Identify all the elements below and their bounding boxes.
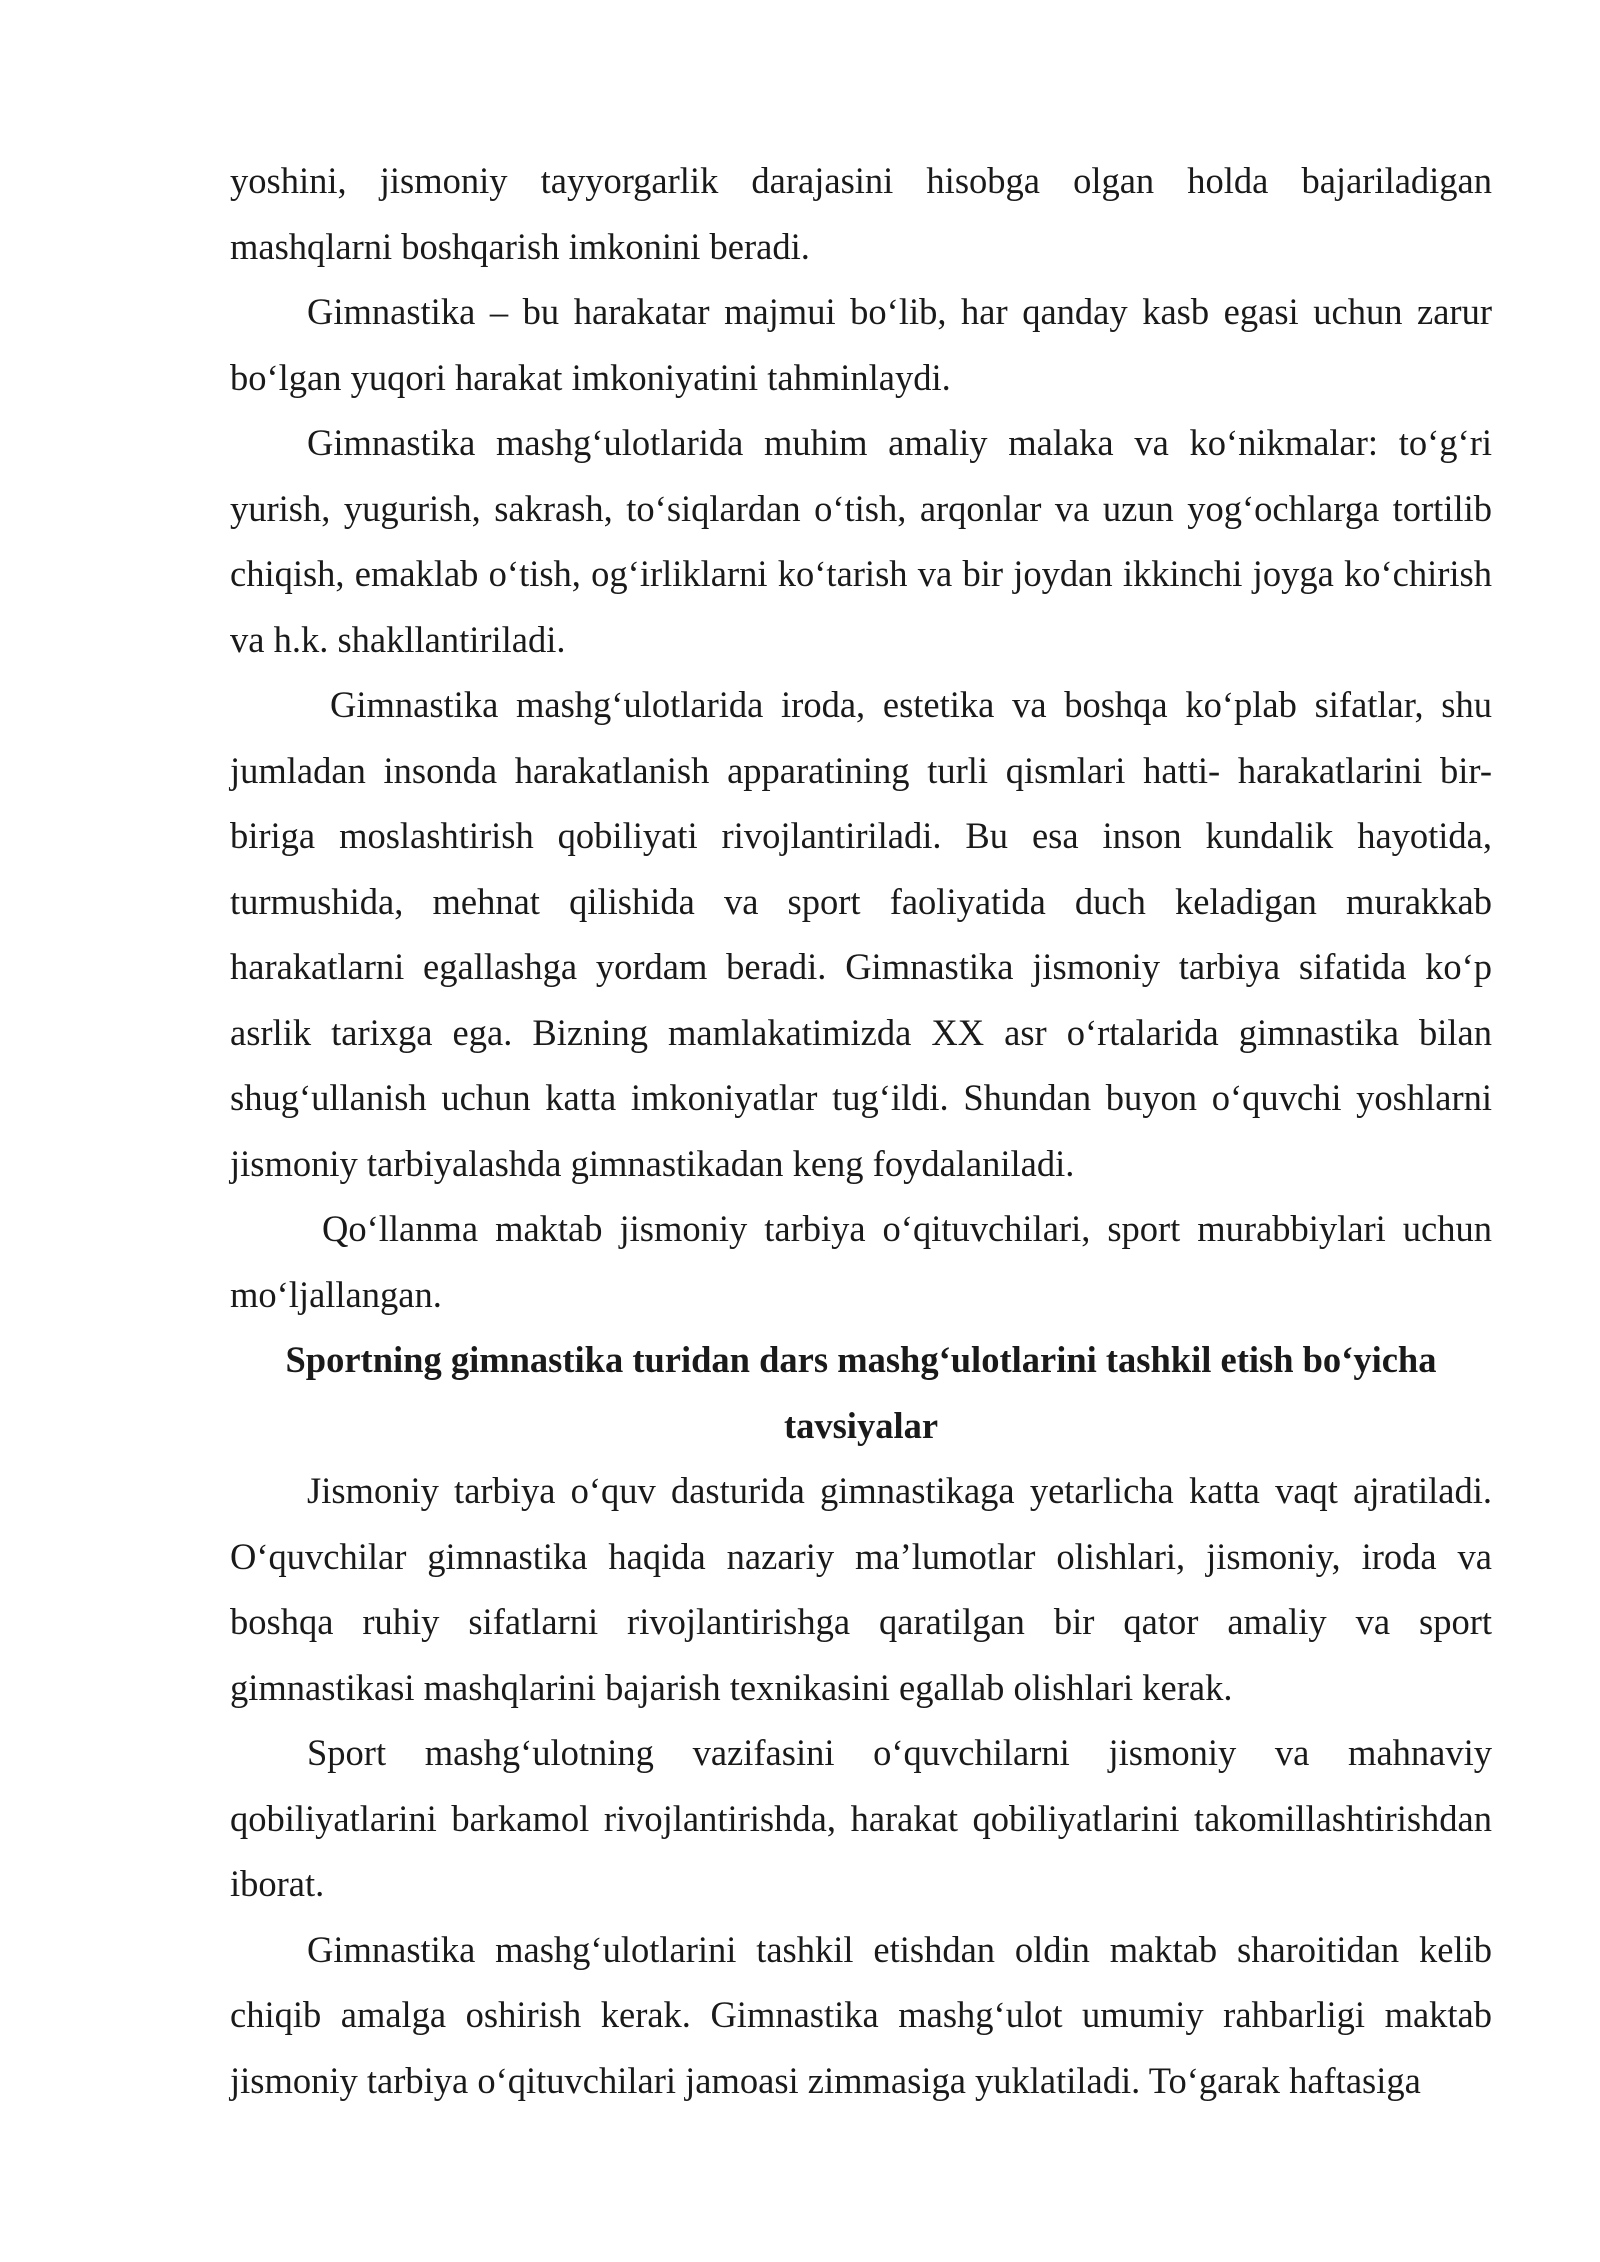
paragraph-gymnastics-definition: Gimnastika – bu harakatar majmui bo‘lib, har qanday kasb egasi uchun zarur bo‘lgan yuqori harakat imkoniyatini tahminlaydi. bbox=[230, 291, 1492, 398]
section-heading: Sportning gimnastika turidan dars mashg‘ulotlarini tashkil etish bo‘yicha tavsiyalar bbox=[285, 1339, 1437, 1446]
paragraph-training-task: Sport mashg‘ulotning vazifasini o‘quvchilarni jismoniy va mahnaviy qobiliyatlarini barkamol rivojlantirishda, harakat qobiliyatlarini takomillashtirishdan iborat. bbox=[230, 1732, 1492, 1904]
paragraph-curriculum: Jismoniy tarbiya o‘quv dasturida gimnastikaga yetarlicha katta vaqt ajratiladi. O‘quvchilar gimnastika haqida nazariy ma’lumotlar olishlari, jismoniy, iroda va boshqa ruhiy sifatlarni rivojlantirishga qaratilgan bir qator amaliy va sport gimnastikasi mashqlarini bajarish texnikasini egallab olishlari kerak. bbox=[230, 1470, 1492, 1708]
paragraph-organization: Gimnastika mashg‘ulotlarini tashkil etishdan oldin maktab sharoitidan kelib chiqib amalga oshirish kerak. Gimnastika mashg‘ulot umumiy rahbarligi maktab jismoniy tarbiya o‘qituvchilari jamoasi zimmasiga yuklatiladi. To‘garak haftasiga bbox=[230, 1928, 1492, 2101]
paragraph-continuation: yoshini, jismoniy tayyorgarlik darajasini hisobga olgan holda bajariladigan mashqlarni boshqarish imkonini beradi. bbox=[230, 160, 1492, 267]
document-page bbox=[230, 148, 1492, 2113]
paragraph-manual-purpose: Qo‘llanma maktab jismoniy tarbiya o‘qituvchilari, sport murabbiylari uchun mo‘ljallangan. bbox=[230, 1208, 1492, 1315]
paragraph-practical-skills: Gimnastika mashg‘ulotlarida muhim amaliy malaka va ko‘nikmalar: to‘g‘ri yurish, yugurish, sakrash, to‘siqlardan o‘tish, arqonlar va uzun yog‘ochlarga tortilib chiqish, emaklab o‘tish, og‘irliklarni ko‘tarish va bir joydan ikkinchi joyga ko‘chirish va h.k. shakllantiriladi. bbox=[230, 422, 1492, 660]
paragraph-qualities: Gimnastika mashg‘ulotlarida iroda, estetika va boshqa ko‘plab sifatlar, shu jumladan insonda harakatlanish apparatining turli qismlari hatti- harakatlarini bir-biriga moslashtirish qobiliyati rivojlantiriladi. Bu esa inson kundalik hayotida, turmushida, mehnat qilishida va sport faoliyatida duch keladigan murakkab harakatlarni egallashga yordam beradi. Gimnastika jismoniy tarbiya sifatida ko‘p asrlik tarixga ega. Bizning mamlakatimizda XX asr o‘rtalarida gimnastika bilan shug‘ullanish uchun katta imkoniyatlar tug‘ildi. Shundan buyon o‘quvchi yoshlarni jismoniy tarbiyalashda gimnastikadan keng foydalaniladi. bbox=[230, 684, 1492, 1184]
